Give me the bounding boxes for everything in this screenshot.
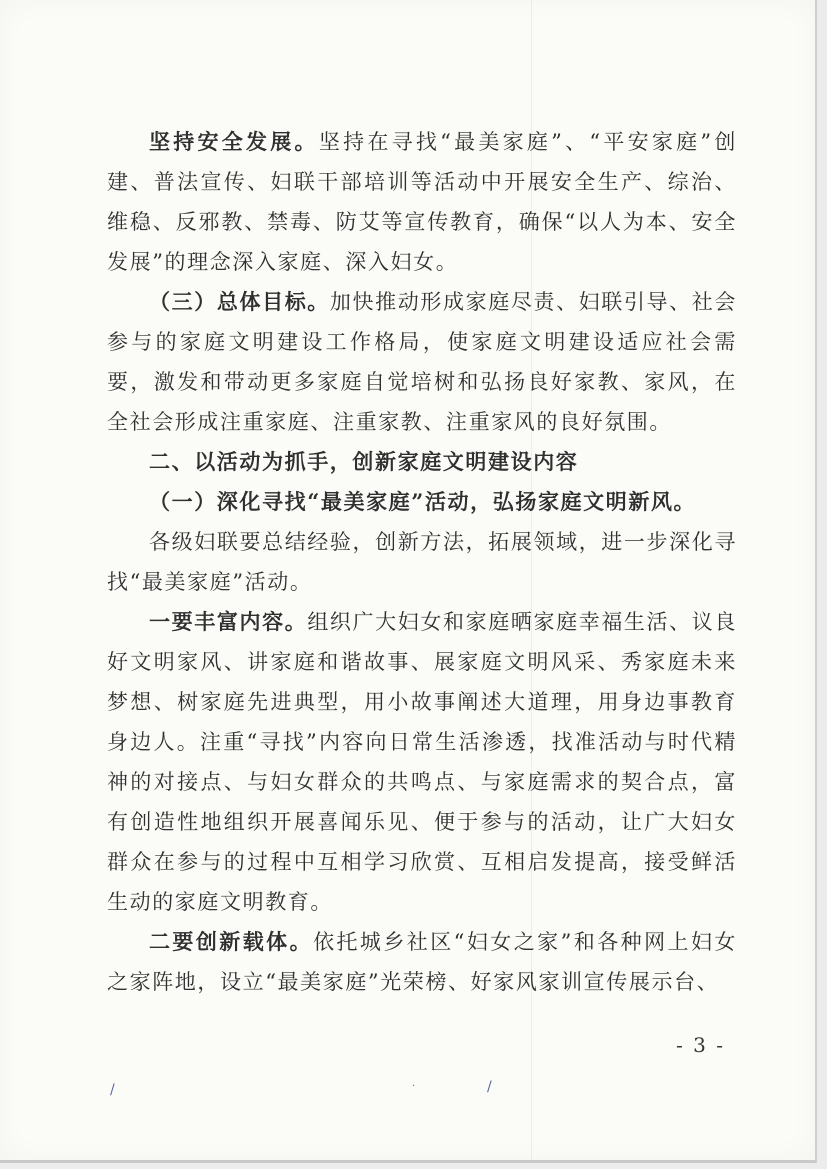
paragraph-text: 各级妇联要总结经验，创新方法，拓展领域，进一步深化寻找“最美家庭”活动。 [107, 530, 737, 594]
paragraph-lead: 坚持安全发展。 [149, 129, 319, 154]
paragraph-text: 坚持在寻找“最美家庭”、“平安家庭”创建、普法宣传、妇联干部培训等活动中开展安全生产、综治、维稳、反邪教、禁毒、防艾等宣传教育，确保“以人为本、安全发展”的理念深入家庭、深入妇女。 [107, 130, 738, 274]
paragraph-text: 组织广大妇女和家庭晒家庭幸福生活、议良好文明家风、讲家庭和谐故事、展家庭文明风采、秀家庭未来梦想、树家庭先进典型，用小故事阐述大道理，用身边事教育身边人。注重“寻找”内容向日常生活渗透，找准活动与时代精神的对接点、与妇女群众的共鸣点、与家庭需求的契合点，富有创造性地组织开展喜闻乐见、便于参与的活动，让广大妇女群众在参与的过程中互相学习欣赏、互相启发提高，接受鲜活生动的家庭文明教育。 [107, 610, 737, 914]
paragraph-lead: （三）总体目标。 [149, 289, 330, 314]
document-body [107, 122, 737, 1002]
paragraph-safety-development [107, 122, 737, 282]
paragraph-lead: 二要创新载体。 [149, 929, 314, 954]
scan-speck: / [487, 1079, 492, 1095]
paragraph-intro-search [107, 522, 737, 602]
paragraph-innovate-carrier [107, 922, 737, 1002]
section-heading-two: 二、以活动为抓手，创新家庭文明建设内容 [149, 449, 579, 474]
paragraph-text: 加快推动形成家庭尽责、妇联引导、社会参与的家庭文明建设工作格局，使家庭文明建设适应社会需要，激发和带动更多家庭自觉培树和弘扬良好家教、家风，在全社会形成注重家庭、注重家教、注重家风的良好氛围。 [107, 290, 737, 434]
scan-speck: · [412, 1081, 416, 1092]
paragraph-enrich-content [107, 602, 737, 922]
scan-speck: / [110, 1082, 115, 1098]
subsection-heading-one: （一）深化寻找“最美家庭”活动，弘扬家庭文明新风。 [149, 489, 697, 514]
page-number: - 3 - [676, 1033, 725, 1057]
paragraph-overall-goal [107, 282, 737, 442]
paragraph-text: 依托城乡社区“妇女之家”和各种网上妇女之家阵地，设立“最美家庭”光荣榜、好家风家训宣传展示台、 [107, 930, 737, 994]
paragraph-lead: 一要丰富内容。 [149, 609, 308, 634]
